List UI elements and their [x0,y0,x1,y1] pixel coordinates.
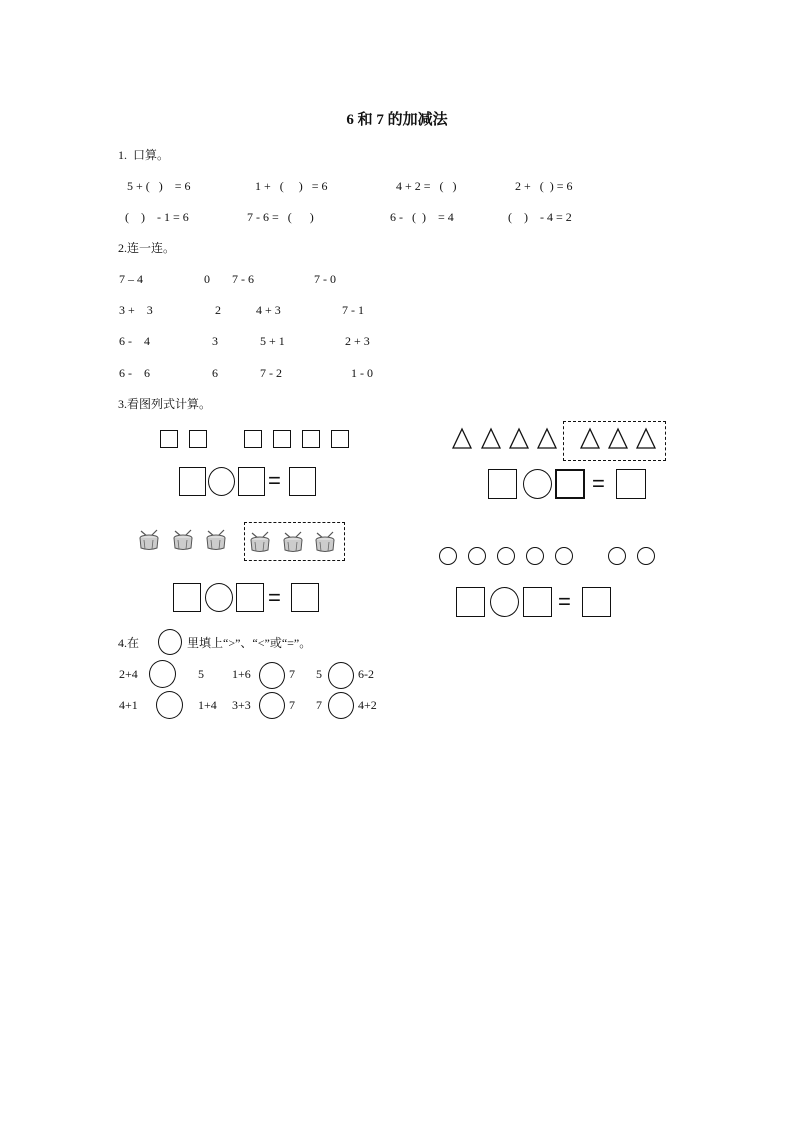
match-left-item: 6 - 4 [119,334,150,348]
operator-circle[interactable] [208,467,235,496]
match-left-item: 3 + 3 [119,303,153,317]
compare-expression: 7 [289,667,295,681]
match-number: 2 [215,303,221,317]
equals-sign: = [592,471,605,496]
section3-heading: 3.看图列式计算。 [118,397,212,411]
match-left-item: 6 - 6 [119,366,150,380]
triangle-icon [580,428,600,450]
match-mid-item: 4 + 3 [256,303,281,317]
compare-circle[interactable] [259,662,285,689]
circle-icon [555,547,573,565]
oral-calc-item: 5 + ( ) = 6 [127,179,191,193]
compare-circle[interactable] [328,692,354,719]
drum-icon [313,531,337,553]
square-icon [273,430,291,448]
answer-box[interactable] [179,467,206,496]
answer-box[interactable] [456,587,485,617]
square-icon [189,430,207,448]
circle-icon [468,547,486,565]
compare-circle[interactable] [149,660,176,688]
compare-expression: 5 [316,667,322,681]
drum-icon [137,529,161,551]
example-circle [158,629,182,655]
match-mid-item: 5 + 1 [260,334,285,348]
match-number: 3 [212,334,218,348]
match-right-item: 1 - 0 [351,366,373,380]
oral-calc-item: 7 - 6 = ( ) [247,210,314,224]
compare-expression: 5 [198,667,204,681]
match-right-item: 7 - 0 [314,272,336,286]
answer-box[interactable] [616,469,646,499]
circle-icon [439,547,457,565]
answer-box[interactable] [173,583,201,612]
match-number: 6 [212,366,218,380]
answer-box[interactable] [555,469,585,499]
circle-icon [608,547,626,565]
compare-circle[interactable] [328,662,354,689]
equals-sign: = [558,589,571,614]
oral-calc-item: 2 + ( ) = 6 [515,179,573,193]
compare-expression: 2+4 [119,667,138,681]
circle-icon [637,547,655,565]
section4-heading-post: 里填上“>”、“<”或“=”。 [187,636,312,650]
triangle-icon [481,428,501,450]
compare-expression: 4+2 [358,698,377,712]
answer-box[interactable] [523,587,552,617]
drum-icon [171,529,195,551]
page-title: 6 和 7 的加减法 [346,112,448,128]
match-mid-item: 7 - 6 [232,272,254,286]
triangle-icon [452,428,472,450]
compare-expression: 1+4 [198,698,217,712]
oral-calc-item: 1 + ( ) = 6 [255,179,328,193]
answer-box[interactable] [291,583,319,612]
section2-heading: 2.连一连。 [118,241,176,255]
section1-heading: 1. 口算。 [118,148,170,162]
drum-icon [248,531,272,553]
drum-icon [204,529,228,551]
compare-expression: 4+1 [119,698,138,712]
compare-expression: 6-2 [358,667,374,681]
answer-box[interactable] [289,467,316,496]
match-left-item: 7 – 4 [119,272,143,286]
match-mid-item: 7 - 2 [260,366,282,380]
circle-icon [526,547,544,565]
match-right-item: 2 + 3 [345,334,370,348]
operator-circle[interactable] [205,583,233,612]
answer-box[interactable] [236,583,264,612]
triangle-icon [636,428,656,450]
answer-box[interactable] [582,587,611,617]
match-number: 0 [204,272,210,286]
drum-icon [281,531,305,553]
equals-sign: = [268,585,281,610]
circle-icon [497,547,515,565]
compare-circle[interactable] [259,692,285,719]
square-icon [331,430,349,448]
answer-box[interactable] [488,469,517,499]
compare-circle[interactable] [156,691,183,719]
square-icon [244,430,262,448]
triangle-icon [537,428,557,450]
compare-expression: 7 [316,698,322,712]
answer-box[interactable] [238,467,265,496]
oral-calc-item: 6 - ( ) = 4 [390,210,454,224]
match-right-item: 7 - 1 [342,303,364,317]
operator-circle[interactable] [523,469,552,499]
section4-heading-pre: 4.在 [118,636,140,650]
triangle-icon [608,428,628,450]
compare-expression: 7 [289,698,295,712]
oral-calc-item: ( ) - 4 = 2 [508,210,572,224]
oral-calc-item: 4 + 2 = ( ) [396,179,457,193]
square-icon [160,430,178,448]
oral-calc-item: ( ) - 1 = 6 [125,210,189,224]
compare-expression: 3+3 [232,698,251,712]
operator-circle[interactable] [490,587,519,617]
equals-sign: = [268,468,281,493]
compare-expression: 1+6 [232,667,251,681]
triangle-icon [509,428,529,450]
square-icon [302,430,320,448]
